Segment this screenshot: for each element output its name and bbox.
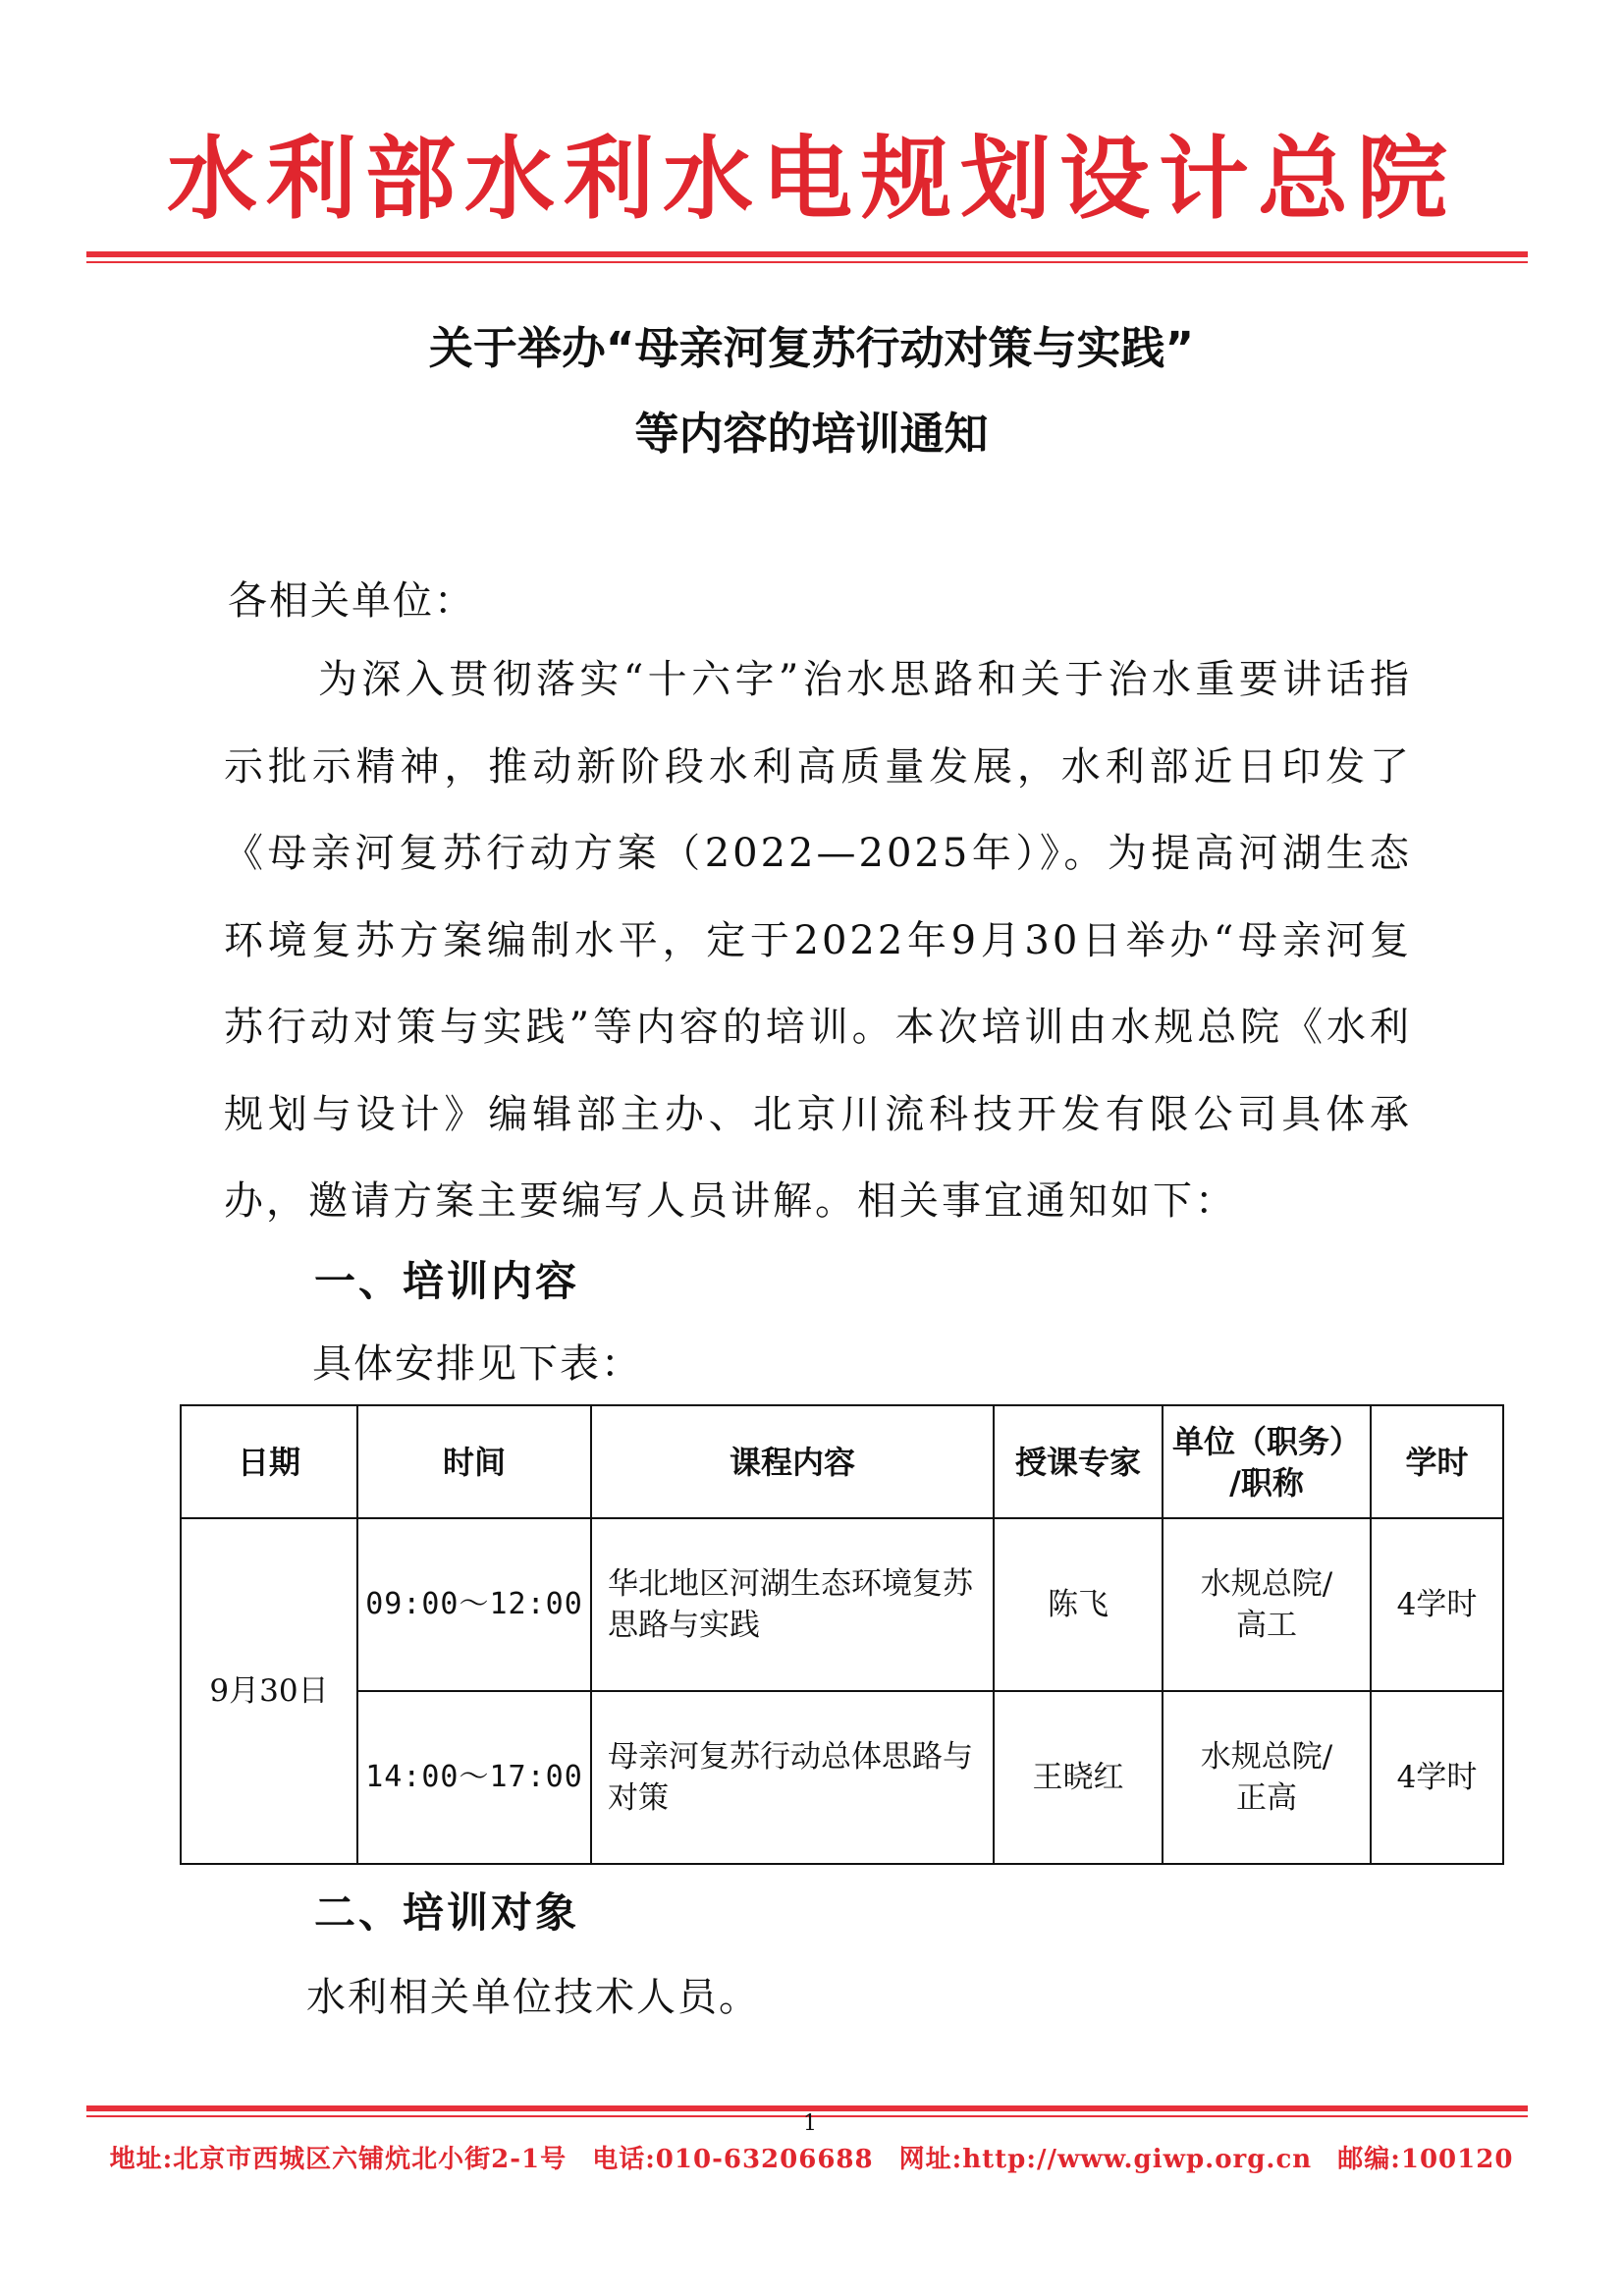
cell-date: 9月30日 <box>181 1518 357 1864</box>
cell-time: 09:00～12:00 <box>357 1518 591 1691</box>
cell-course: 华北地区河湖生态环境复苏思路与实践 <box>591 1518 994 1691</box>
schedule-table <box>180 1404 1504 1865</box>
cell-hours: 4学时 <box>1371 1518 1503 1691</box>
cell-hours: 4学时 <box>1371 1691 1503 1864</box>
page-number: 1 <box>803 2111 817 2136</box>
document-title-line1: 关于举办“母亲河复苏行动对策与实践” <box>428 322 1195 374</box>
header-unit-line1: 单位（职务） <box>1171 1422 1361 1460</box>
header-unit <box>1163 1405 1371 1518</box>
header-lecturer: 授课专家 <box>994 1405 1163 1518</box>
cell-unit <box>1163 1518 1371 1691</box>
letterhead-rule-thick <box>86 251 1528 257</box>
table-row <box>181 1691 1503 1864</box>
header-time: 时间 <box>357 1405 591 1518</box>
footer-phone: 电话:010-63206688 <box>592 2145 874 2174</box>
section2-text: 水利相关单位技术人员。 <box>306 1975 760 2020</box>
footer-address: 地址:北京市西城区六铺炕北小街2-1号 <box>109 2145 568 2174</box>
header-unit-line2: /职称 <box>1229 1463 1304 1502</box>
cell-unit <box>1163 1691 1371 1864</box>
section2-heading: 二、培训对象 <box>314 1888 580 1937</box>
cell-course: 母亲河复苏行动总体思路与对策 <box>591 1691 994 1864</box>
header-hours: 学时 <box>1371 1405 1503 1518</box>
header-course: 课程内容 <box>591 1405 994 1518</box>
section1-intro: 具体安排见下表： <box>312 1341 642 1387</box>
cell-unit-line1: 水规总院/ <box>1200 1566 1333 1602</box>
footer-postcode: 邮编:100120 <box>1337 2145 1514 2174</box>
cell-time: 14:00～17:00 <box>357 1691 591 1864</box>
letterhead-rule-thin <box>86 261 1528 263</box>
section1-heading: 一、培训内容 <box>314 1257 580 1305</box>
cell-unit-line2: 正高 <box>1236 1780 1297 1816</box>
document-title-line2: 等内容的培训通知 <box>634 408 989 460</box>
salutation: 各相关单位： <box>228 578 475 624</box>
cell-lecturer: 陈飞 <box>994 1518 1163 1691</box>
schedule-header-row <box>181 1405 1503 1518</box>
letterhead-org-name: 水利部水利水电规划设计总院 <box>166 127 1456 232</box>
cell-unit-line2: 高工 <box>1236 1608 1297 1643</box>
footer-website[interactable]: 网址:http://www.giwp.org.cn <box>898 2145 1313 2174</box>
intro-paragraph: 为深入贯彻落实“十六字”治水思路和关于治水重要讲话指示批示精神，推动新阶段水利高质量发展，水利部近日印发了《母亲河复苏行动方案（2022—2025年）》。为提高河湖生态环境复苏方案编制水平，定于2022年9月30日举办“母亲河复苏行动对策与实践”等内容的培训。本次培训由水规总院《水利规划与设计》编辑部主办、北京川流科技开发有限公司具体承办，邀请方案主要编写人员讲解。相关事宜通知如下： <box>224 657 1412 1224</box>
footer-contact <box>0 2139 1623 2175</box>
cell-unit-line1: 水规总院/ <box>1200 1739 1333 1775</box>
cell-lecturer: 王晓红 <box>994 1691 1163 1864</box>
header-date: 日期 <box>181 1405 357 1518</box>
table-row <box>181 1518 1503 1691</box>
